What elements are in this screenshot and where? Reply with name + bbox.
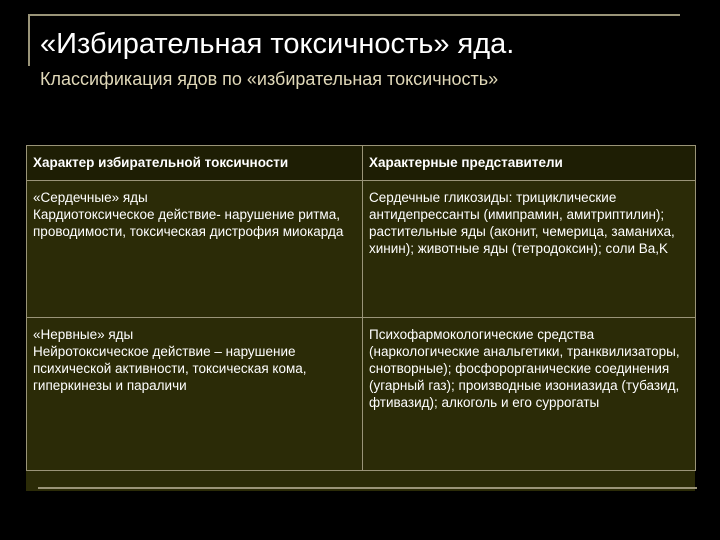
header-representatives: Характерные представители [363,146,696,181]
table-row [27,318,696,471]
table-cell-representatives: Сердечные гликозиды: трициклические антидепрессанты (имипрамин, амитриптилин); растительные яды (аконит, чемерица, заманиха, хинин); животные яды (тетродоксин); соли Ba,K [363,181,696,318]
toxicity-table-container [26,145,695,491]
poison-effect-description: Нейротоксическое действие – нарушение психической активности, токсическая кома, гиперкинезы и параличи [33,344,307,393]
poison-type-name: «Сердечные» яды [33,190,148,205]
table-cell-toxicity [27,318,363,471]
poison-effect-description: Кардиотоксическое действие- нарушение ритма, проводимости, токсическая дистрофия миокарда [33,207,344,239]
table-cell-representatives: Психофармокологические средства (наркологические анальгетики, транквилизаторы, снотворные); фосфорорганические соединения (угарный газ); производные изониазида (тубазид, фтивазид); алкоголь и его суррогаты [363,318,696,471]
slide-subtitle: Классификация ядов по «избирательная токсичность» [40,69,499,89]
table-header-row [27,146,696,181]
poison-type-name: «Нервные» яды [33,327,134,342]
table-row [27,181,696,318]
header-toxicity-type: Характер избирательной токсичности [27,146,363,181]
slide-title: «Избирательная токсичность» яда. [40,28,515,60]
toxicity-table [26,145,696,471]
table-cell-toxicity [27,181,363,318]
bottom-divider-line [38,487,697,489]
